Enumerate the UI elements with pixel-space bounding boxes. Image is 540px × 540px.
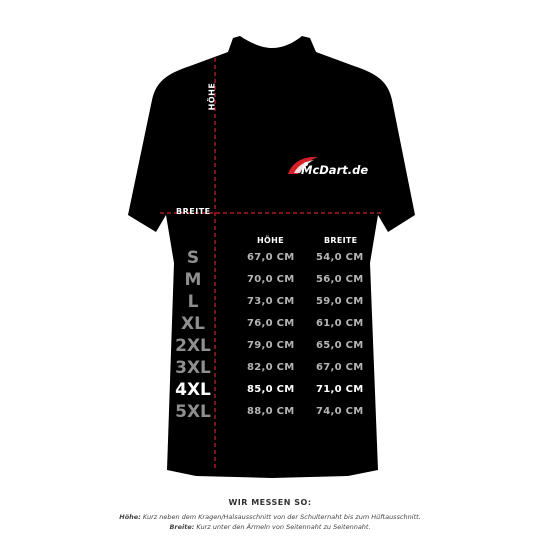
- height-measure-text: HÖHE: [207, 82, 217, 111]
- table-row-highlighted: [0, 379, 540, 401]
- size-label: 5XL: [175, 402, 211, 422]
- table-row: [0, 269, 540, 291]
- size-label: M: [184, 270, 202, 290]
- footer-height-note: [0, 513, 540, 521]
- width-value: 65,0 CM: [316, 340, 364, 351]
- footer-title: WIR MESSEN SO:: [228, 498, 312, 507]
- height-value: 67,0 CM: [247, 252, 295, 263]
- table-row: [0, 291, 540, 313]
- footer-width-text: Kurz unter den Ärmeln von Seitennaht zu Seitennaht.: [194, 523, 371, 531]
- mcdart-logo: [286, 152, 368, 182]
- height-value: 79,0 CM: [247, 340, 295, 351]
- column-header-height: HÖHE: [257, 236, 284, 245]
- width-value: 61,0 CM: [316, 318, 364, 329]
- width-value: 54,0 CM: [316, 252, 364, 263]
- footer-width-note: [0, 523, 540, 531]
- footer-width-term: Breite:: [169, 523, 195, 531]
- width-value: 56,0 CM: [316, 274, 364, 285]
- height-value: 76,0 CM: [247, 318, 295, 329]
- size-label: XL: [181, 314, 205, 334]
- width-measure-label: BREITE: [176, 207, 211, 216]
- column-header-width: BREITE: [324, 236, 358, 245]
- size-label: 3XL: [175, 358, 211, 378]
- table-row: [0, 357, 540, 379]
- logo-text: McDart.de: [301, 163, 369, 177]
- size-label: S: [186, 248, 200, 268]
- size-label: 4XL: [175, 380, 211, 400]
- size-label: L: [187, 292, 199, 312]
- height-value: 85,0 CM: [247, 384, 295, 395]
- width-value: 71,0 CM: [316, 384, 364, 395]
- height-value: 82,0 CM: [247, 362, 295, 373]
- height-value: 88,0 CM: [247, 406, 295, 417]
- footer-height-term: Höhe:: [119, 513, 141, 521]
- width-value: 59,0 CM: [316, 296, 364, 307]
- height-measure-label: [204, 82, 230, 116]
- height-value: 70,0 CM: [247, 274, 295, 285]
- height-value: 73,0 CM: [247, 296, 295, 307]
- width-value: 74,0 CM: [316, 406, 364, 417]
- table-row: [0, 401, 540, 423]
- table-row: [0, 247, 540, 269]
- table-row: [0, 335, 540, 357]
- width-value: 67,0 CM: [316, 362, 364, 373]
- table-row: [0, 313, 540, 335]
- footer-height-text: Kurz neben dem Kragen/Halsausschnitt von der Schulternaht bis zum Hüftausschnitt.: [140, 513, 421, 521]
- size-label: 2XL: [175, 336, 211, 356]
